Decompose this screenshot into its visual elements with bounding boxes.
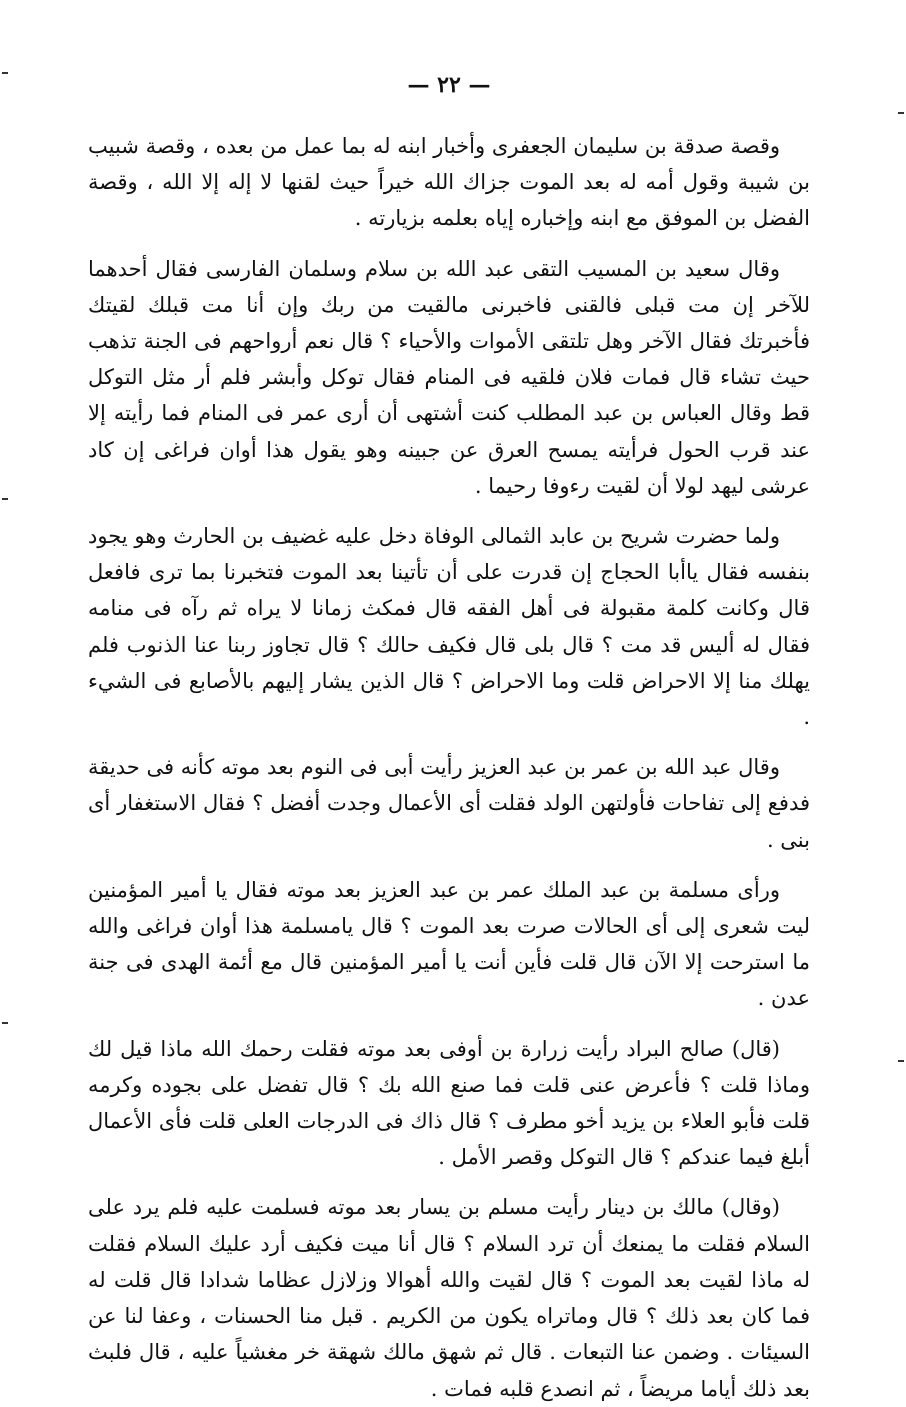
scan-edge-mark xyxy=(2,1022,8,1024)
paragraph-5: ورأى مسلمة بن عبد الملك عمر بن عبد العزيز بعد موته فقال يا أمير المؤمنين ليت شعرى إلى أى الحالات صرت بعد الموت ؟ قال يامسلمة هذا أوان فراغى والله ما استرحت إلا الآن قال قلت فأين أنت يا أمير المؤمنين قال مع أئمة الهدى فى جنة عدن . xyxy=(88,877,810,1011)
paragraph-1: وقصة صدقة بن سليمان الجعفرى وأخبار ابنه له بما عمل من بعده ، وقصة شبيب بن شيبة وقول أمه له بعد الموت جزاك الله خيراً حيث لقنها لا إله إلا الله ، وقصة الفضل بن الموفق مع ابنه وإخباره إياه بعلمه بزيارته . xyxy=(88,134,810,231)
scan-edge-mark xyxy=(898,1060,904,1062)
body-text xyxy=(88,128,810,1407)
paragraph-2: وقال سعيد بن المسيب التقى عبد الله بن سلام وسلمان الفارسى فقال أحدهما للآخر إن مت قبلى فالقنى فاخبرنى مالقيت من ربك وإن أنا مت قبلك لقيتك فأخبرتك فقال الآخر وهل تلتقى الأموات والأحياء ؟ قال نعم أرواحهم فى الجنة تذهب حيث تشاء قال فمات فلان فلقيه فى المنام فقال توكل وأبشر فلم أر مثل التوكل قط وقال العباس بن عبد المطلب كنت أشتهى أن أرى عمر فى المنام فما رأيته إلا عند قرب الحول فرأيته يمسح العرق عن جبينه وهو يقول هذا أوان فراغى إن كاد عرشى ليهد لولا أن لقيت رءوفا رحيما . xyxy=(88,256,810,498)
document-page xyxy=(88,0,810,1401)
paragraph-6: (قال) صالح البراد رأيت زرارة بن أوفى بعد موته فقلت رحمك الله ماذا قيل لك وماذا قلت ؟ فأعرض عنى قلت فما صنع الله بك ؟ قال تفضل على بجوده وكرمه قلت فأبو العلاء بن يزيد أخو مطرف ؟ قال ذاك فى الدرجات العلى قلت فأى الأعمال أبلغ فيما عندكم ؟ قال التوكل وقصر الأمل . xyxy=(88,1036,810,1170)
scan-edge-mark xyxy=(2,72,8,74)
scan-edge-mark xyxy=(2,498,8,500)
paragraph-4: وقال عبد الله بن عمر بن عبد العزيز رأيت أبى فى النوم بعد موته كأنه فى حديقة فدفع إلى تفاحات فأولتهن الولد فقلت أى الأعمال وجدت أفضل ؟ فقال الاستغفار أى بنى . xyxy=(88,755,810,852)
paragraph-7: (وقال) مالك بن دينار رأيت مسلم بن يسار بعد موته فسلمت عليه فلم يرد على السلام فقلت ما يمنعك أن ترد السلام ؟ قال أنا ميت فكيف أرد عليك السلام فقلت له ماذا لقيت بعد الموت ؟ قال لقيت والله أهوالا وزلازل عظاما شدادا قال قلت له فما كان بعد ذلك ؟ قال وماتراه يكون من الكريم . قبل منا الحسنات ، وعفا لنا عن السيئات . وضمن عنا التبعات . قال ثم شهق مالك شهقة خر مغشياً عليه ، قال فلبث بعد ذلك أياما مريضاً ، ثم انصدع قلبه فمات . xyxy=(88,1195,810,1401)
paragraph-3: ولما حضرت شريح بن عابد الثمالى الوفاة دخل عليه غضيف بن الحارث وهو يجود بنفسه فقال ياأبا الحجاج إن قدرت على أن تأتينا بعد الموت فتخبرنا بما ترى فافعل قال وكانت كلمة مقبولة فى أهل الفقه قال فمكث زمانا لا يراه ثم رآه فى منامه فقال له أليس قد مت ؟ قال بلى قال فكيف حالك ؟ قال تجاوز ربنا عنا الذنوب فلم يهلك منا إلا الاحراض قلت وما الاحراض ؟ قال الذين يشار إليهم بالأصابع فى الشيء . xyxy=(88,524,810,730)
page-number: — ٢٢ — xyxy=(407,72,491,98)
scan-edge-mark xyxy=(898,112,904,114)
